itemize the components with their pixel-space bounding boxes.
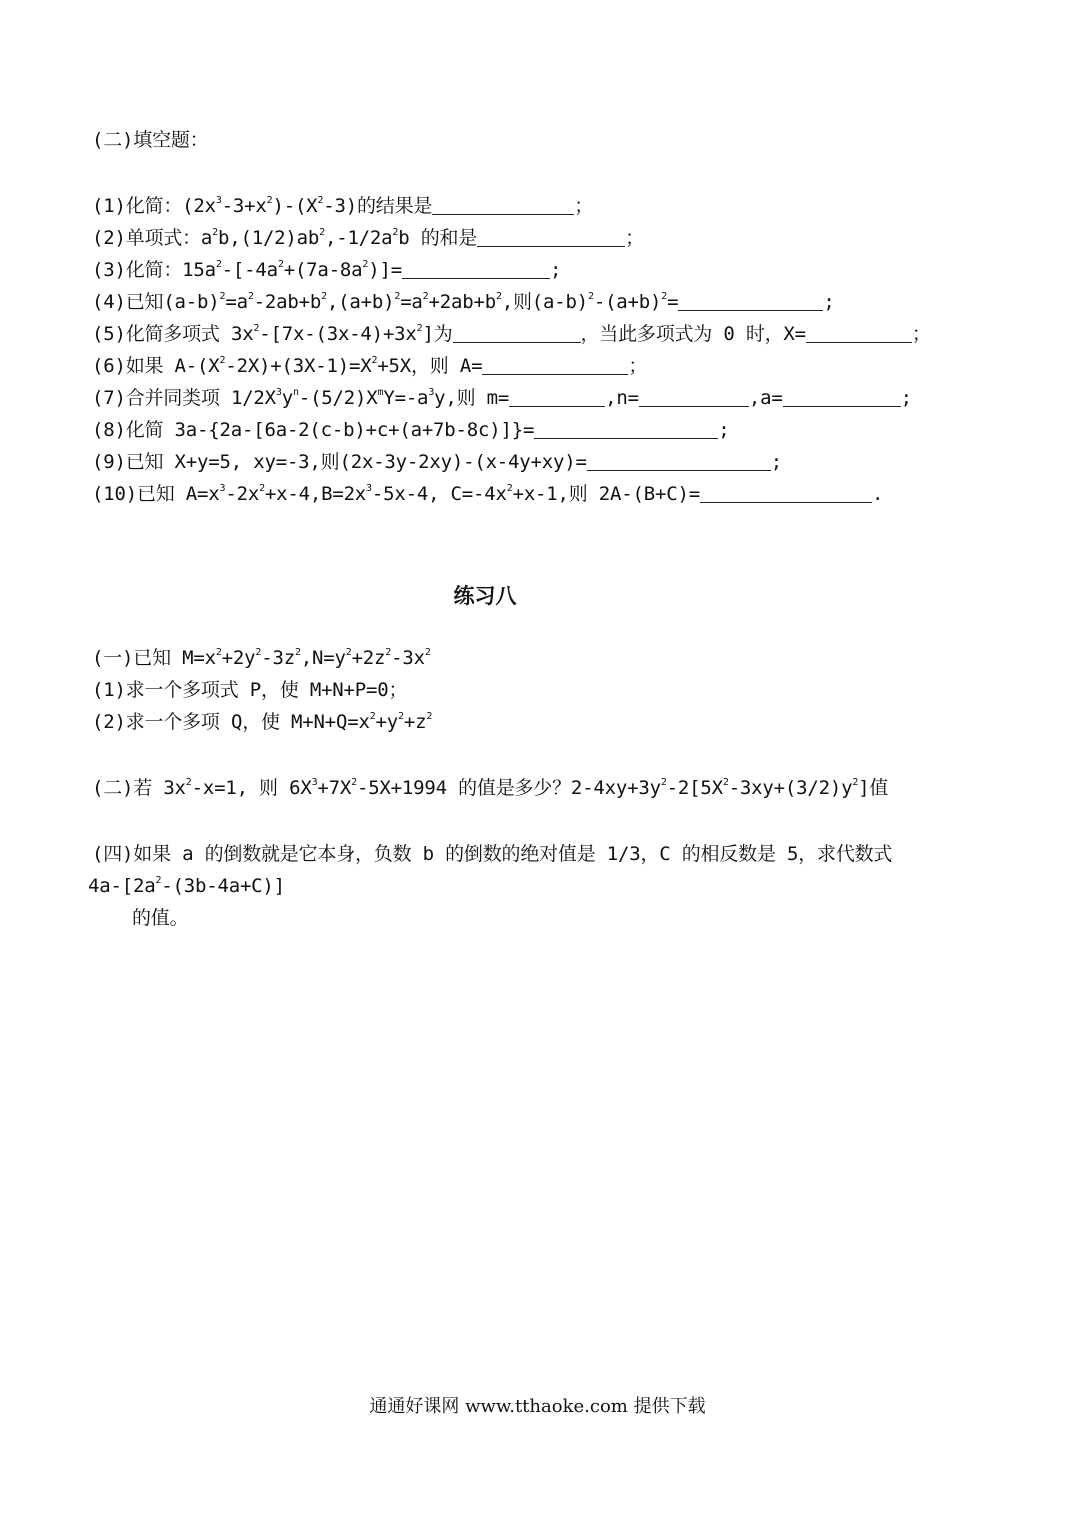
answer-blank — [534, 420, 718, 439]
problem-1: (一)已知 $M=x^2+2y^2-3z^2,N=y^2+2z^2-3x^2$ — [92, 647, 431, 669]
answer-blank — [700, 484, 872, 503]
answer-blank — [806, 324, 912, 343]
answer-blank — [482, 356, 628, 375]
answer-blank — [453, 324, 581, 343]
answer-blank — [509, 388, 605, 407]
exercise-heading: 练习八 — [453, 584, 517, 608]
footer-credit: 通通好课网 www.tthaoke.com 提供下载 — [369, 1396, 706, 1417]
question-9: (9)已知 X+y=5, xy=-3,则(2x-3y-2xy)-(x-4y+xy)= ; — [92, 451, 782, 473]
answer-blank — [783, 388, 901, 407]
question-1: (1)化简：$(2x^3-3+x^2)-(X^2-3)$的结果是 ； — [92, 195, 593, 217]
answer-blank — [432, 196, 574, 215]
answer-blank — [639, 388, 749, 407]
question-4: (4)已知$(a-b)^2=a^2-2ab+b^2,(a+b)^2=a^2+2ab+b^2$,则$(a-b)^2-(a+b)^2=$ ; — [92, 291, 835, 313]
problem-1-part-2: (2)求一个多项 Q，使 $M+N+Q=x^2+y^2+z^2$ — [92, 711, 433, 733]
problem-1-part-1: (1)求一个多项式 P，使 M+N+P=0； — [92, 679, 408, 701]
question-8: (8)化简 3a-{2a-[6a-2(c-b)+c+(a+7b-8c)]}= ; — [92, 419, 730, 441]
problem-4-line-1: (四)如果 a 的倒数就是它本身，负数 b 的倒数的绝对值是 1/3，C 的相反数是 5，求代数式 — [92, 843, 893, 865]
problem-2: (二)若 $3x^2-x=1$, 则 $6X^3+7X^2-5X+1994$ 的值是多少？$2-4xy+3y^2-2[5X^2-3xy+(3/2)y^2]$值 — [92, 777, 889, 799]
answer-blank — [587, 452, 771, 471]
question-10: (10)已知 $A=x^3-2x^2+x-4,B=2x^3-5x-4$, $C=-4x^2+x-1$,则 2A-(B+C)= . — [92, 483, 884, 505]
problem-4-line-2: $4a-[2a^2-(3b-4a+C)]$ — [88, 875, 285, 897]
problem-4-line-3: 的值。 — [132, 907, 189, 929]
question-5: (5)化简多项式 $3x^2-[7x-(3x-4)+3x^2]$为 ，当此多项式为 0 时，X= ； — [92, 323, 931, 345]
answer-blank — [477, 228, 625, 247]
answer-blank — [678, 292, 823, 311]
question-6: (6)如果 $A-(X^2-2X)+(3X-1)=X^2+5X$，则 A= ； — [92, 355, 648, 377]
question-3: (3)化简：$15a^2-[-4a^2+(7a-8a^2)]=$ ; — [92, 259, 562, 281]
section-title-fill-in: (二)填空题： — [92, 129, 209, 151]
question-2: (2)单项式：$a^2b,(1/2)ab^2,-1/2a^2b$ 的和是 ； — [92, 227, 644, 249]
answer-blank — [402, 260, 550, 279]
question-7: (7)合并同类项 $1/2X^3y^n-(5/2)X^mY=-a^3y$,则 m= ,n= ,a= ; — [92, 387, 912, 409]
